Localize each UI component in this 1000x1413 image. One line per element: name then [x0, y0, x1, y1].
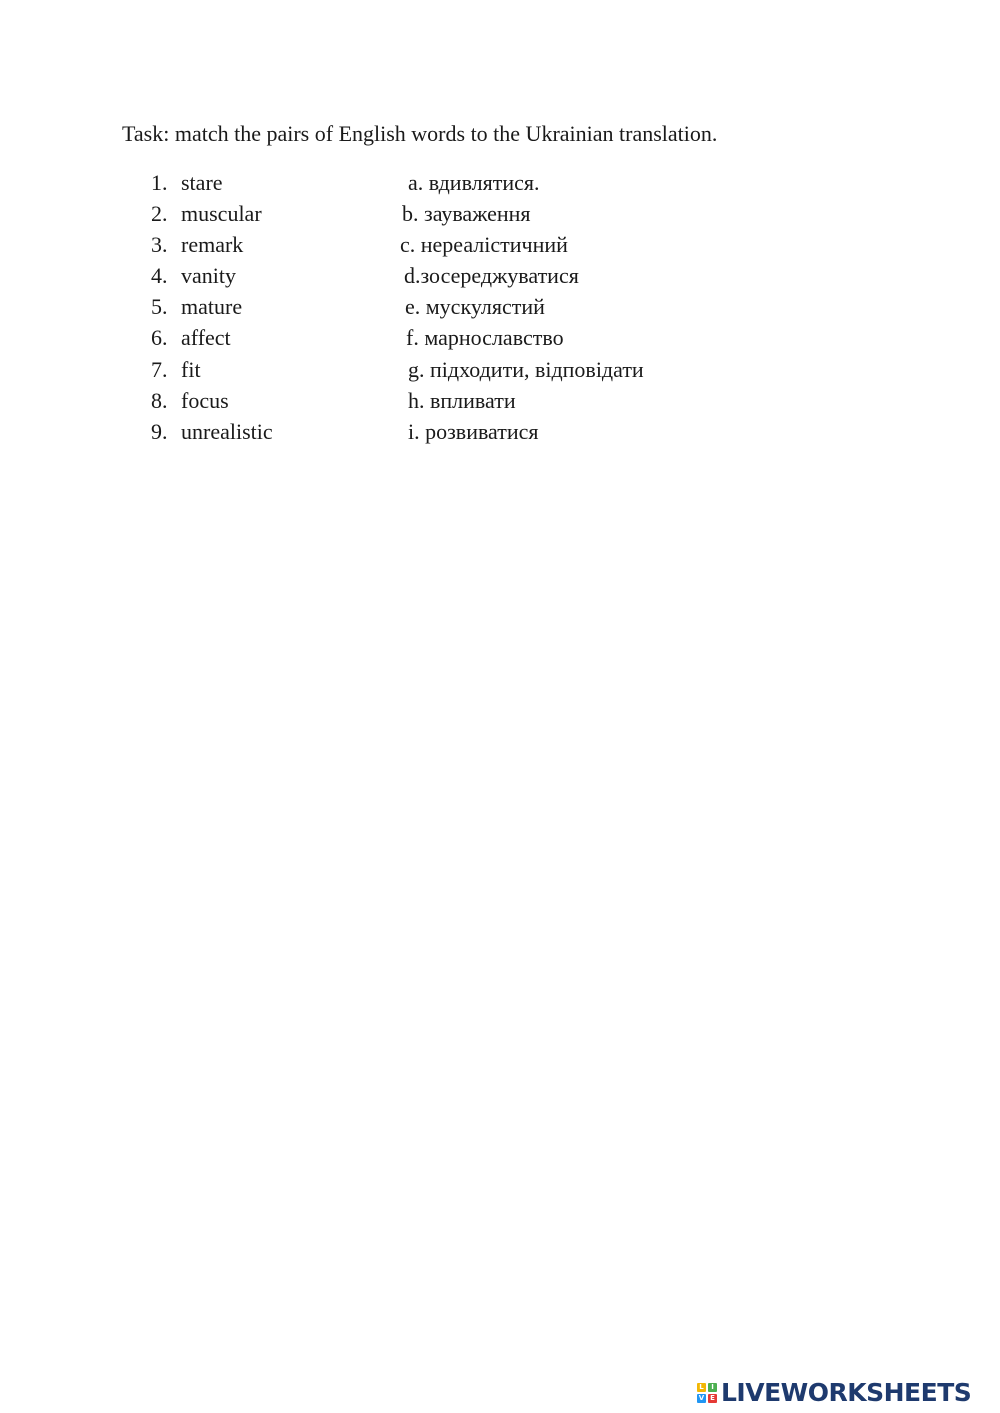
pair-row: [0, 260, 1000, 291]
ukrainian-translation: b. зауваження: [402, 201, 531, 227]
pair-number: 3.: [151, 232, 168, 258]
pair-row: [0, 291, 1000, 322]
pair-row: [0, 416, 1000, 447]
english-word: muscular: [181, 201, 262, 227]
pair-row: [0, 354, 1000, 385]
pair-number: 2.: [151, 201, 168, 227]
pair-number: 6.: [151, 325, 168, 351]
logo-tile: V: [698, 1394, 705, 1402]
ukrainian-translation: c. нереалістичний: [400, 232, 568, 258]
pair-list: [0, 167, 1000, 447]
ukrainian-translation: f. марнославство: [406, 325, 564, 351]
english-word: focus: [181, 387, 229, 413]
pair-number: 7.: [151, 356, 168, 382]
pair-number: 4.: [151, 263, 168, 289]
pair-row: [0, 385, 1000, 416]
liveworksheets-logo: [697, 1378, 971, 1408]
pair-row: [0, 229, 1000, 260]
liveworksheets-mark-icon: [697, 1383, 717, 1403]
pair-number: 5.: [151, 294, 168, 320]
logo-tile: E: [708, 1394, 717, 1403]
english-word: fit: [181, 356, 201, 382]
pair-number: 8.: [151, 387, 168, 413]
english-word: remark: [181, 232, 244, 258]
pair-row: [0, 167, 1000, 198]
ukrainian-translation: a. вдивлятися.: [408, 170, 540, 195]
english-word: affect: [181, 325, 231, 351]
ukrainian-translation: d.зосереджуватися: [404, 263, 579, 289]
logo-tile: L: [697, 1383, 706, 1392]
english-word: stare: [181, 170, 223, 195]
english-word: unrealistic: [181, 418, 273, 444]
logo-wordmark: LIVEWORKSHEETS: [721, 1378, 972, 1407]
ukrainian-translation: h. впливати: [408, 387, 516, 413]
english-word: vanity: [181, 263, 236, 289]
pair-number: 1.: [151, 170, 168, 195]
ukrainian-translation: i. розвиватися: [408, 418, 539, 444]
logo-tile: I: [708, 1383, 717, 1392]
ukrainian-translation: e. мускулястий: [405, 294, 545, 320]
english-word: mature: [181, 294, 243, 320]
pair-row: [0, 198, 1000, 229]
pair-row: [0, 322, 1000, 353]
pair-number: 9.: [151, 418, 168, 444]
task-instruction: Task: match the pairs of English words to the Ukrainian translation.: [122, 121, 718, 146]
ukrainian-translation: g. підходити, відповідати: [408, 356, 644, 382]
